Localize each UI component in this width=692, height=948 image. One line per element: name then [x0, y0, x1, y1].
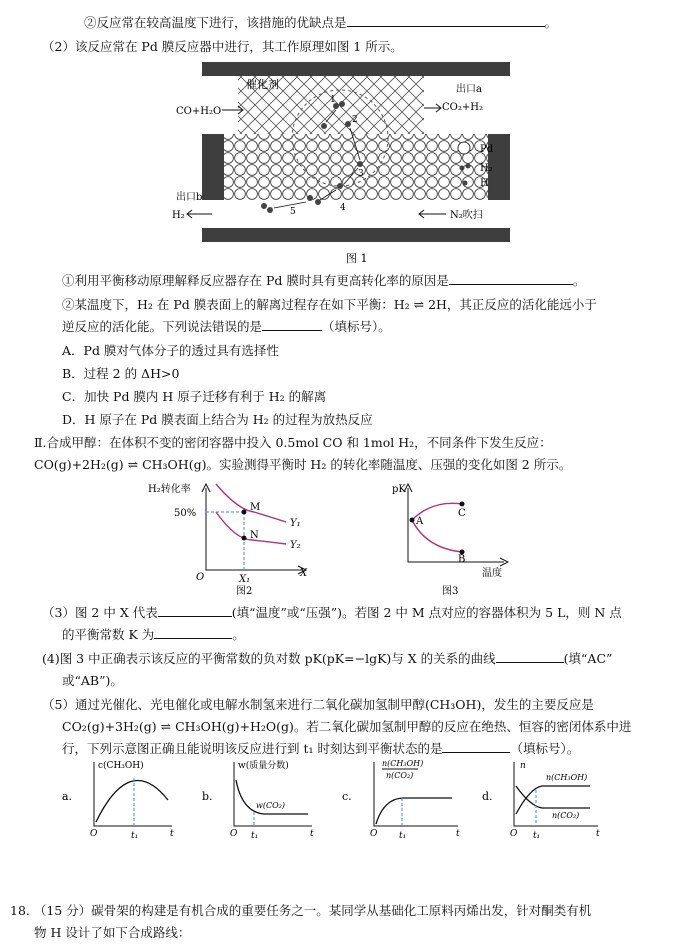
fig2-X1: X₁ — [239, 574, 251, 585]
fig2-50: 50% — [174, 508, 197, 519]
q2-1-line: ①利用平衡移动原理解释反应器存在 Pd 膜时具有更高转化率的原因是 。 — [62, 273, 586, 288]
q2-2-line-b: 逆反应的活化能。下列说法错误的是 （填标号）。 — [62, 319, 391, 334]
fig2-ylabel: H₂转化率 — [148, 484, 191, 495]
step-4: 4 — [340, 203, 346, 213]
product-label: CO₂+H₂ — [442, 102, 483, 113]
graph-d — [480, 756, 610, 840]
svg-text:t: t — [596, 829, 600, 839]
answer-blank[interactable] — [347, 14, 545, 27]
outlet-a-label: 出口a — [456, 84, 482, 95]
inlet-arrow — [222, 106, 243, 114]
graph-a-ylabel: c(CH₃OH) — [98, 761, 144, 771]
svg-text:n(CO₂): n(CO₂) — [386, 771, 414, 780]
option-d: D．H 原子在 Pd 膜表面上结合为 H₂ 的过程为放热反应 — [62, 412, 373, 427]
svg-text:n(CO₂): n(CO₂) — [552, 811, 580, 820]
part2-line-a: Ⅱ.合成甲醇：在体积不变的密闭容器中投入 0.5mol CO 和 1mol H₂，不同条件下发生反应： — [34, 435, 552, 450]
svg-text:O: O — [230, 829, 238, 839]
graph-a-label: a. — [62, 790, 73, 803]
svg-text:t: t — [170, 829, 174, 839]
q4-line-a: (4)图 3 中正确表示该反应的平衡常数的负对数 pK(pK=−lgK)与 X 的关系的曲线 (填“AC” — [42, 651, 613, 666]
svg-text:t: t — [310, 829, 314, 839]
n2-arrow — [419, 210, 446, 218]
figure1-pd-reactor — [150, 56, 570, 268]
answer-blank[interactable] — [496, 650, 564, 663]
fig2-Y1: Y₁ — [290, 518, 301, 529]
svg-text:t₁: t₁ — [533, 831, 541, 840]
top-wall — [202, 62, 510, 76]
q2-intro: （2）该反应常在 Pd 膜反应器中进行，其工作原理如图 1 所示。 — [42, 39, 403, 54]
n2-label: N₂吹扫 — [450, 210, 483, 221]
q5-line-a: （5）通过光催化、光电催化或电解水制氢来进行二氧化碳加氢制甲醇(CH₃OH)，发生的主要反应是 — [42, 697, 594, 712]
svg-text:O: O — [510, 829, 518, 839]
svg-text:n(CH₃OH): n(CH₃OH) — [382, 759, 424, 768]
h2-out-label: H₂ — [172, 210, 185, 221]
fig2-O: O — [196, 572, 205, 583]
figure3-caption: 图3 — [442, 586, 459, 597]
q2-2-line-a: ②某温度下，H₂ 在 Pd 膜表面上的解离过程存在如下平衡：H₂ ⇌ 2H，其正反应的活化能远小于 — [62, 297, 597, 312]
answer-blank[interactable] — [262, 318, 322, 331]
pd-membrane — [224, 134, 488, 200]
q5-line-c: 行，下列示意图正确且能说明该反应进行到 t₁ 时刻达到平衡状态的是 （填标号）。 — [62, 741, 580, 756]
answer-blank[interactable] — [449, 272, 573, 285]
left-block — [202, 134, 224, 200]
q3-line-b: 的平衡常数 K 为 。 — [62, 627, 245, 642]
graph-b — [200, 756, 320, 840]
svg-text:w(CO₂): w(CO₂) — [256, 801, 285, 810]
graph-b-ylabel: w(质量分数) — [238, 761, 289, 771]
catalyst-label: 催化剂 — [246, 78, 279, 91]
fig3-A: A — [416, 516, 424, 527]
step-5: 5 — [290, 207, 296, 217]
bottom-wall — [202, 228, 510, 242]
step-3: 3 — [358, 169, 364, 179]
svg-text:t₁: t₁ — [251, 831, 259, 840]
inlet-label: CO+H₂O — [176, 106, 222, 117]
answer-blank[interactable] — [442, 740, 510, 753]
q5-line-b: CO₂(g)+3H₂(g) ⇌ CH₃OH(g)+H₂O(g)。若二氧化碳加氢制甲醇的反应在绝热、恒容的密闭体系中进 — [62, 719, 632, 734]
step-1: 1 — [330, 95, 336, 105]
graph-d-label: d. — [482, 790, 493, 803]
fig2-Y2: Y₂ — [290, 540, 301, 551]
q1-part2-line: ②反应常在较高温度下进行，该措施的优缺点是 。 — [84, 15, 558, 30]
legend-h2: H₂ — [480, 163, 493, 174]
fig2-X: X — [300, 568, 308, 579]
part2-line-b: CO(g)+2H₂(g) ⇌ CH₃OH(g)。实验测得平衡时 H₂ 的转化率随温度、压强的变化如图 2 所示。 — [34, 457, 572, 472]
figure2-caption: 图2 — [236, 586, 253, 597]
q18-line-a: 18. （15 分）碳骨架的构建是有机合成的重要任务之一。某同学从基础化工原料丙烯出发，针对酮类有机 — [10, 903, 592, 918]
legend-h: H — [480, 178, 489, 189]
svg-text:n: n — [520, 761, 526, 771]
q18-line-b: 物 H 设计了如下合成路线： — [34, 925, 191, 940]
q1-part2-text: ②反应常在较高温度下进行，该措施的优缺点是 — [84, 15, 347, 30]
fig3-B: B — [458, 554, 466, 565]
q4-line-b: 或“AB”)。 — [62, 673, 123, 688]
outlet-b-label: 出口b — [176, 192, 203, 203]
step-2: 2 — [352, 115, 358, 125]
graph-b-label: b. — [202, 790, 213, 803]
graph-c-label: c. — [342, 790, 352, 803]
svg-text:t₁: t₁ — [131, 831, 139, 840]
figure3-pk — [386, 478, 526, 598]
fig2-M: M — [250, 502, 261, 513]
svg-text:t₁: t₁ — [399, 831, 407, 840]
h2-out-arrow — [187, 210, 212, 218]
outlet-arrow — [424, 104, 441, 112]
option-a: A．Pd 膜对气体分子的透过具有选择性 — [62, 343, 279, 358]
fig3-xlabel: 温度 — [482, 568, 502, 579]
fig3-ylabel: pK — [392, 484, 406, 495]
fig2-N: N — [250, 530, 259, 541]
graph-c — [340, 756, 470, 840]
option-b: B．过程 2 的 ΔH>0 — [62, 366, 180, 381]
q3-line-a: （3）图 2 中 X 代表 (填“温度”或“压强”)。若图 2 中 M 点对应的容器体积为 5 L，则 N 点 — [42, 605, 622, 620]
figure1-caption: 图 1 — [346, 252, 368, 265]
svg-text:O: O — [90, 829, 98, 839]
legend-pd-icon — [458, 142, 470, 154]
svg-text:O: O — [370, 829, 378, 839]
legend-pd: Pd — [480, 144, 494, 155]
fig3-C: C — [458, 508, 466, 519]
svg-text:t: t — [456, 829, 460, 839]
option-c: C．加快 Pd 膜内 H 原子迁移有利于 H₂ 的解离 — [62, 389, 327, 404]
svg-text:n(CH₃OH): n(CH₃OH) — [546, 773, 588, 782]
answer-blank[interactable] — [158, 604, 232, 617]
answer-blank[interactable] — [154, 626, 232, 639]
figure2-h2-conversion — [140, 478, 330, 598]
graph-a — [60, 756, 180, 840]
